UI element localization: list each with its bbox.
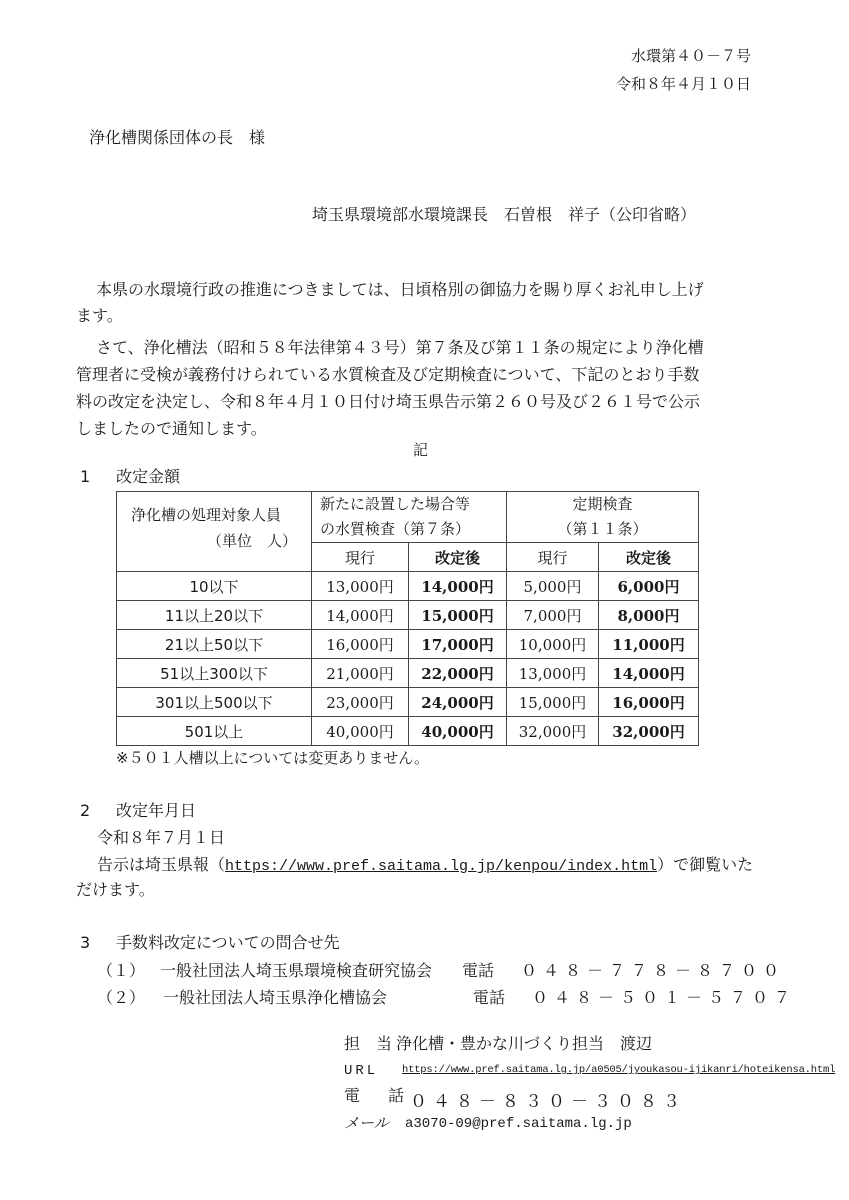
- footer-mail-label: メール: [344, 1114, 389, 1132]
- addressee: 浄化槽関係団体の長 様: [89, 128, 266, 147]
- footer-phone: ０４８－８３０－３０８３: [410, 1092, 686, 1112]
- table-row: [117, 572, 699, 601]
- new-current-fee: 23,000円: [312, 688, 409, 717]
- header-capacity-line2: （単位 人）: [207, 532, 298, 550]
- new-revised-fee: 14,000円: [409, 572, 507, 601]
- gazette-link[interactable]: https://www.pref.saitama.lg.jp/kenpou/index.html: [225, 858, 658, 875]
- contact-1-phone: ０４８－７７８－８７００: [521, 961, 786, 980]
- subheader-periodic-current: 現行: [507, 543, 599, 572]
- header-periodic-line2: （第１１条）: [557, 520, 648, 538]
- periodic-current-fee: 10,000円: [507, 630, 599, 659]
- header-periodic-inspection: [507, 492, 699, 543]
- periodic-revised-fee: 8,000円: [599, 601, 699, 630]
- capacity-range: 10以下: [117, 572, 312, 601]
- new-revised-fee: 24,000円: [409, 688, 507, 717]
- header-new-installation: [312, 492, 507, 543]
- contact-1-phone-label: 電話: [462, 961, 495, 980]
- footer-url-label: URL: [344, 1063, 379, 1079]
- gazette-text-before: 告示は埼玉県報（: [97, 855, 226, 874]
- section3-number: 3: [80, 933, 91, 952]
- body-para1-line1: 本県の水環境行政の推進につきましては、日頃格別の御協力を賜り厚くお礼申し上げ: [96, 280, 704, 299]
- periodic-revised-fee: 6,000円: [599, 572, 699, 601]
- section1-title: 改定金額: [116, 467, 181, 486]
- capacity-range: 21以上50以下: [117, 630, 312, 659]
- periodic-current-fee: 7,000円: [507, 601, 599, 630]
- new-current-fee: 21,000円: [312, 659, 409, 688]
- header-new-line1: 新たに設置した場合等: [320, 495, 471, 513]
- new-revised-fee: 22,000円: [409, 659, 507, 688]
- periodic-current-fee: 15,000円: [507, 688, 599, 717]
- section1-number: 1: [80, 467, 91, 486]
- subheader-new-revised: 改定後: [409, 543, 507, 572]
- new-revised-fee: 17,000円: [409, 630, 507, 659]
- section2-number: 2: [80, 801, 91, 820]
- periodic-current-fee: 5,000円: [507, 572, 599, 601]
- periodic-revised-fee: 32,000円: [599, 717, 699, 746]
- body-para2-line1: さて、浄化槽法（昭和５８年法律第４３号）第７条及び第１１条の規定により浄化槽: [96, 338, 704, 357]
- capacity-range: 501以上: [117, 717, 312, 746]
- header-capacity: [117, 492, 312, 572]
- section2-gazette-line: [97, 857, 753, 874]
- footer-url-link[interactable]: https://www.pref.saitama.lg.jp/a0505/jyoukasou-ijikanri/hoteikensa.html: [402, 1064, 836, 1076]
- body-para1-line2: ます。: [76, 306, 123, 325]
- contact-2-org: 一般社団法人埼玉県浄化槽協会: [163, 988, 388, 1007]
- contact-2-index: （２）: [97, 988, 146, 1007]
- periodic-current-fee: 32,000円: [507, 717, 599, 746]
- section2-date: 令和８年７月１日: [97, 828, 226, 847]
- subheader-periodic-revised: 改定後: [599, 543, 699, 572]
- table-row: [117, 717, 699, 746]
- table-row: [117, 630, 699, 659]
- footer-tanto-label: 担 当: [344, 1034, 393, 1053]
- new-current-fee: 13,000円: [312, 572, 409, 601]
- contact-2-phone-label: 電話: [473, 988, 506, 1007]
- footer-tanto-value: ：浄化槽・豊かな川づくり担当 渡辺: [380, 1034, 653, 1053]
- periodic-current-fee: 13,000円: [507, 659, 599, 688]
- new-revised-fee: 15,000円: [409, 601, 507, 630]
- capacity-range: 301以上500以下: [117, 688, 312, 717]
- body-para2-line2: 管理者に受検が義務付けられている水質検査及び定期検査について、下記のとおり手数: [76, 365, 700, 384]
- sender: 埼玉県環境部水環境課長 石曽根 祥子（公印省略）: [312, 205, 697, 224]
- capacity-range: 11以上20以下: [117, 601, 312, 630]
- capacity-range: 51以上300以下: [117, 659, 312, 688]
- new-revised-fee: 40,000円: [409, 717, 507, 746]
- subheader-new-current: 現行: [312, 543, 409, 572]
- fee-table: [116, 491, 699, 746]
- periodic-revised-fee: 14,000円: [599, 659, 699, 688]
- body-para2-line4: しましたので通知します。: [76, 419, 267, 438]
- document-number: 水環第４０－７号: [630, 47, 751, 65]
- footer-mail[interactable]: a3070-09@pref.saitama.lg.jp: [405, 1116, 632, 1132]
- ki-heading: 記: [413, 441, 429, 459]
- periodic-revised-fee: 11,000円: [599, 630, 699, 659]
- section3-title: 手数料改定についての問合せ先: [116, 933, 340, 952]
- gazette-text-after: ）で御覧いた: [657, 855, 754, 874]
- section2-title: 改定年月日: [116, 801, 197, 820]
- header-new-line2: の水質検査（第７条）: [320, 520, 471, 538]
- new-current-fee: 16,000円: [312, 630, 409, 659]
- new-current-fee: 40,000円: [312, 717, 409, 746]
- new-current-fee: 14,000円: [312, 601, 409, 630]
- table-row: [117, 601, 699, 630]
- contact-1-org: 一般社団法人埼玉県環境検査研究協会: [160, 961, 433, 980]
- header-capacity-line1: 浄化槽の処理対象人員: [131, 506, 282, 524]
- contact-2-phone: ０４８－５０１－５７０７: [532, 988, 797, 1007]
- header-periodic-line1: 定期検査: [572, 495, 633, 513]
- document-date: 令和８年４月１０日: [615, 75, 751, 93]
- contact-1-index: （１）: [97, 961, 146, 980]
- footer-phone-label: 電 話: [344, 1086, 411, 1105]
- body-para2-line3: 料の改定を決定し、令和８年４月１０日付け埼玉県告示第２６０号及び２６１号で公示: [76, 392, 701, 411]
- section2-gazette-line2: だけます。: [76, 880, 155, 899]
- periodic-revised-fee: 16,000円: [599, 688, 699, 717]
- section1-note: ※５０１人槽以上については変更ありません。: [116, 749, 430, 767]
- table-row: [117, 688, 699, 717]
- table-row: [117, 659, 699, 688]
